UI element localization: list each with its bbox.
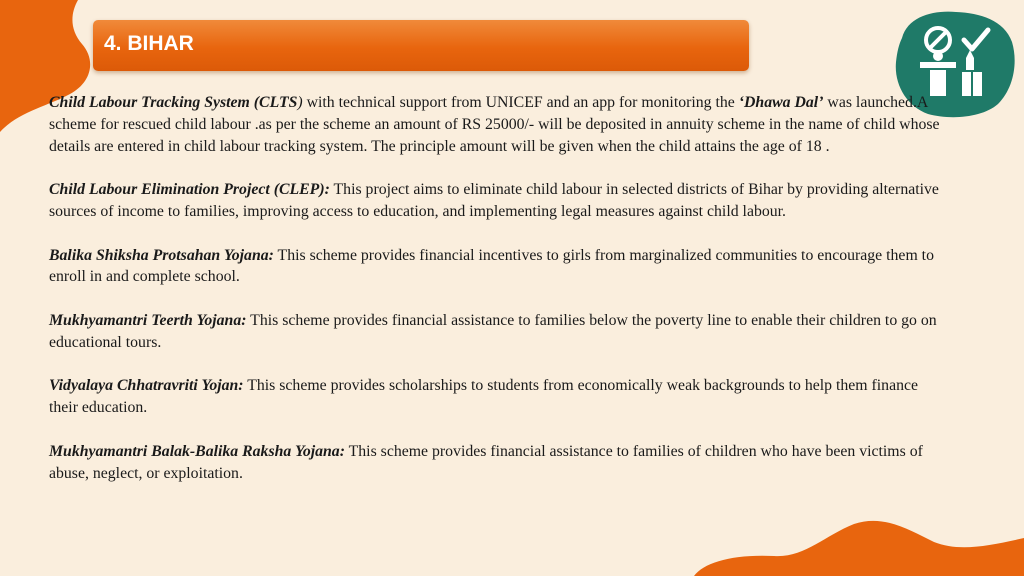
heading-raksha-yojana: Mukhyamantri Balak-Balika Raksha Yojana: bbox=[49, 442, 345, 460]
heading-clts-paren: ) bbox=[297, 94, 303, 111]
heading-clts: Child Labour Tracking System (CLTS bbox=[49, 94, 298, 111]
paragraph-clep bbox=[49, 179, 949, 223]
body-balika-shiksha: This scheme provides financial incentives to girls from marginalized communities to encourage them to enroll in and complete school. bbox=[49, 246, 934, 286]
content-body bbox=[49, 92, 949, 506]
body-raksha-yojana: This scheme provides financial assistance to families of children who have been victims of abuse, neglect, or exploitation. bbox=[49, 442, 923, 482]
heading-clep: Child Labour Elimination Project (CLEP): bbox=[49, 181, 330, 199]
paragraph-raksha-yojana bbox=[49, 441, 949, 485]
quote-dhawa-dal: ‘Dhawa Dal’ bbox=[738, 94, 824, 111]
slide-title: 4. BIHAR bbox=[104, 32, 194, 55]
heading-balika-shiksha: Balika Shiksha Protsahan Yojana: bbox=[49, 246, 274, 264]
heading-teerth-yojana: Mukhyamantri Teerth Yojana: bbox=[49, 311, 247, 329]
body-clts-1: with technical support from UNICEF and an app for monitoring the bbox=[302, 94, 739, 111]
paragraph-balika-shiksha bbox=[49, 245, 949, 289]
title-bar bbox=[93, 20, 749, 71]
body-clts-2: was launched.A scheme for rescued child labour .as per the scheme an amount of RS 25000/- will be deposited in annuity scheme in the name of child whose details are entered in child labour tracking system. The principle amount will be given when the child attains the age of 18 . bbox=[49, 94, 940, 155]
paragraph-teerth-yojana bbox=[49, 310, 949, 354]
body-chhatravriti: This scheme provides scholarships to students from economically weak backgrounds to help them finance their education. bbox=[49, 377, 919, 417]
paragraph-chhatravriti bbox=[49, 375, 949, 419]
body-clep: This project aims to eliminate child labour in selected districts of Bihar by providing alternative sources of income to families, improving access to education, and implementing legal measures against child labour. bbox=[49, 181, 939, 220]
decor-blob-bottom-right bbox=[694, 516, 1024, 576]
heading-chhatravriti: Vidyalaya Chhatravriti Yojan: bbox=[49, 377, 244, 395]
paragraph-clts bbox=[49, 92, 949, 157]
body-teerth-yojana: This scheme provides financial assistance to families below the poverty line to enable their children to go on educational tours. bbox=[49, 311, 937, 351]
